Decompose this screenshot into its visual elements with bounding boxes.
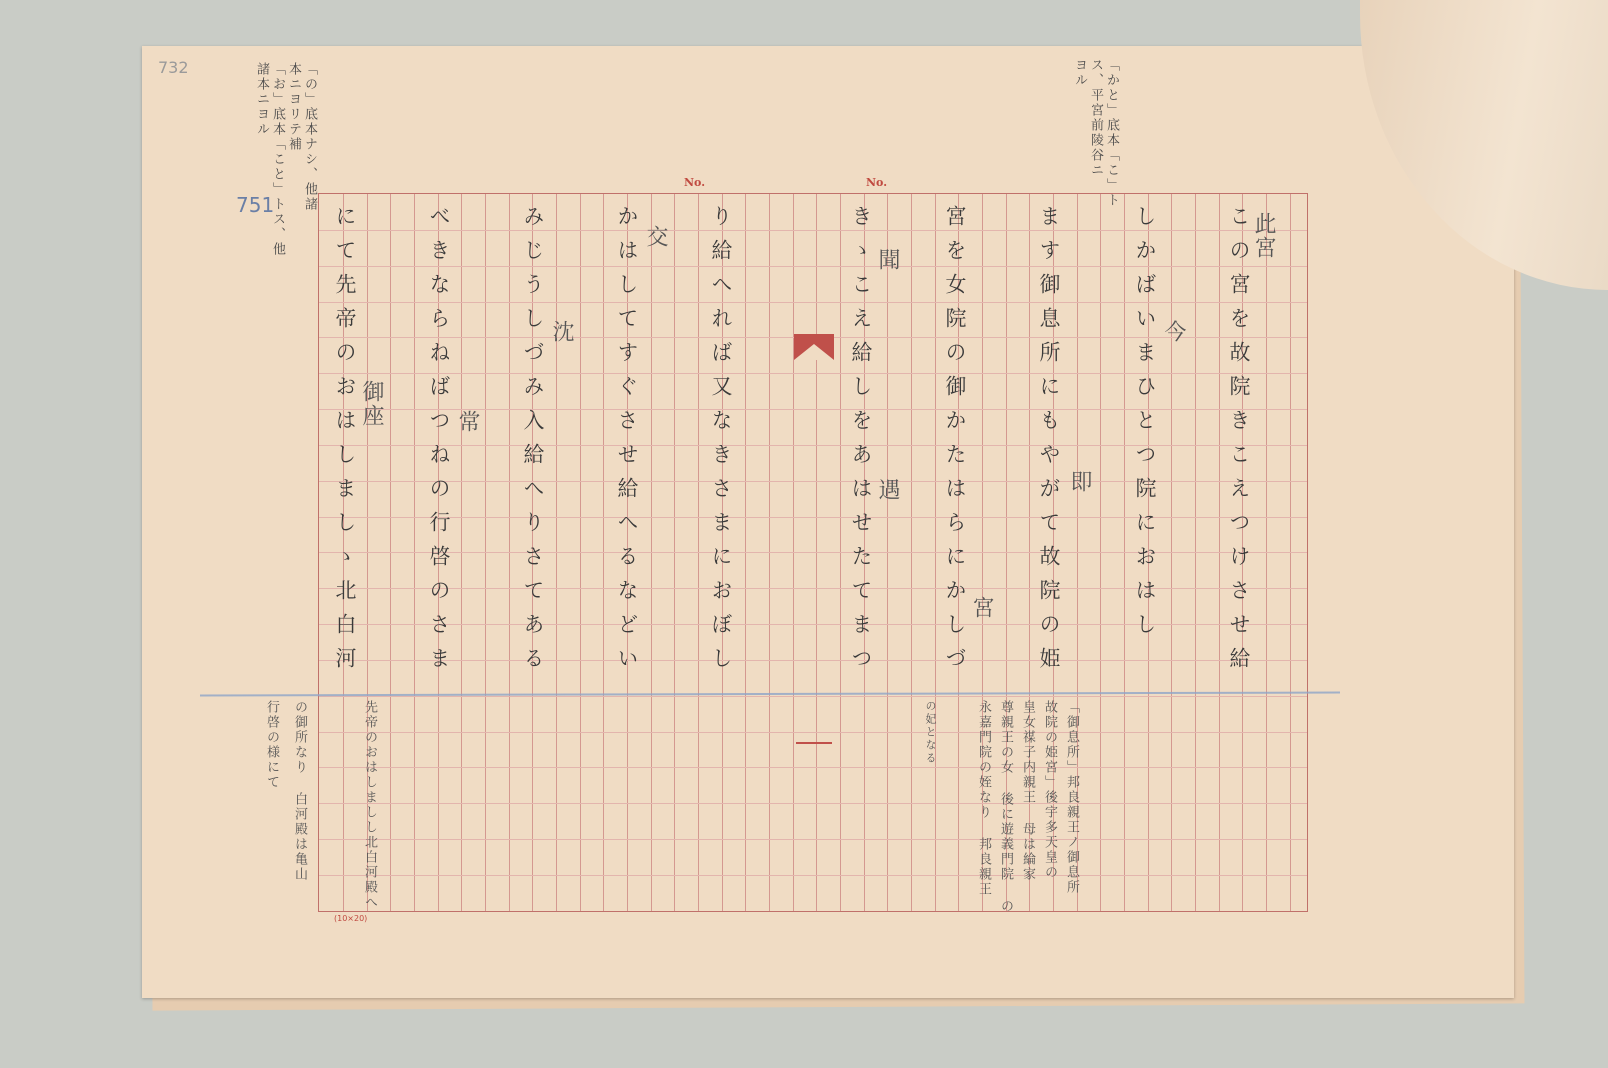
kanji-annotation: 此宮 <box>1251 212 1276 260</box>
manuscript-grid <box>318 193 1308 912</box>
text-column: べきならねばつねの行啓のさま <box>427 205 451 681</box>
margin-note: 本ニヨリテ補 <box>286 62 301 152</box>
grid-size-label: (10×20) <box>334 914 368 923</box>
text-column: みじうしづみ入給へりさてある <box>521 205 545 681</box>
footnote: 先帝のおはしましし北白河殿へ <box>362 700 377 910</box>
kanji-annotation: 宮 <box>969 596 994 620</box>
kanji-annotation: 遇 <box>875 478 900 502</box>
text-column: り給へれば又なきさまにおぼし <box>709 205 733 681</box>
sheet-no-label: No. <box>684 176 706 189</box>
text-column: にて先帝のおはしましゝ北白河 <box>333 205 357 681</box>
footnote: 故院の姫宮」後宇多天皇の <box>1042 700 1057 880</box>
text-column: かはしてすぐさせ給へるなどい <box>615 205 639 681</box>
kanji-annotation: 沈 <box>549 320 574 344</box>
kanji-annotation: 交 <box>643 225 668 249</box>
center-tick <box>796 742 832 744</box>
kanji-annotation: 御座 <box>359 380 384 428</box>
footnote: 「御息所」邦良親王ノ御息所 <box>1064 700 1079 895</box>
text-column: きゝこえ給しをあはせたてまつ <box>849 205 873 681</box>
kanji-annotation: 今 <box>1161 320 1186 344</box>
footnote: 行啓の様にて <box>264 700 279 790</box>
kanji-annotation: 即 <box>1067 470 1092 494</box>
footnote: の妃となる <box>924 700 937 765</box>
text-column: しかばいまひとつ院におはし <box>1133 205 1157 647</box>
footnote: 永嘉門院の姪なり 邦良親王 <box>976 700 991 897</box>
kanji-annotation: 聞 <box>875 248 900 272</box>
text-column: 宮を女院の御かたはらにかしづ <box>943 205 967 681</box>
margin-note: ヨル <box>1072 58 1087 88</box>
page-number-blue: 751 <box>236 193 275 217</box>
margin-note: 「かと」底本「こ」ト <box>1104 58 1119 208</box>
center-fold-mark <box>794 334 834 364</box>
kanji-annotation: 常 <box>455 410 480 434</box>
text-column: ます御息所にもやがて故院の姫 <box>1037 205 1061 681</box>
footnote: 皇女禖子内親王 母は綸家 <box>1020 700 1035 882</box>
margin-note: 諸本ニヨル <box>254 62 269 137</box>
margin-note: 「お」底本「こと」トス、他 <box>270 62 285 257</box>
footnote: の御所なり 白河殿は亀山 <box>292 700 307 882</box>
footnote: 尊親王の女 後に遊義門院 の <box>998 700 1013 914</box>
margin-note: ス、平宮前陵谷ニ <box>1088 58 1103 178</box>
margin-note: 「の」底本ナシ、他諸 <box>302 62 317 212</box>
sheet-no-label: No. <box>866 176 888 189</box>
page-number-pencil: 732 <box>158 58 189 77</box>
text-column: この宮を故院きこえつけさせ給 <box>1227 205 1251 681</box>
